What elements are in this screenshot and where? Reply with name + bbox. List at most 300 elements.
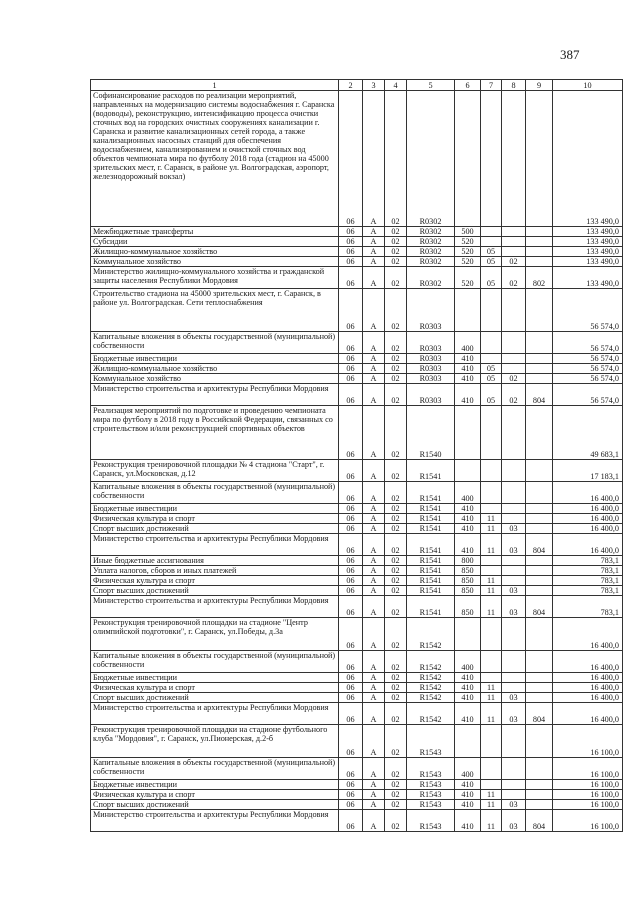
amount: 783,1	[553, 596, 623, 618]
program-code: А	[363, 524, 385, 534]
subdivision-code	[502, 651, 526, 673]
subdivision-code: 03	[502, 703, 526, 725]
target-article-code: R1541	[407, 514, 455, 524]
program-code: А	[363, 596, 385, 618]
ministry-code	[526, 673, 553, 683]
table-row	[91, 673, 623, 683]
expense-type-code: 850	[455, 576, 481, 586]
table-row	[91, 534, 623, 556]
subdivision-code	[502, 673, 526, 683]
column-header: 2	[339, 80, 363, 91]
division-code	[481, 566, 502, 576]
column-header: 3	[363, 80, 385, 91]
expense-type-code: 520	[455, 237, 481, 247]
expense-type-code: 500	[455, 227, 481, 237]
division-code	[481, 618, 502, 651]
section-code: 06	[339, 257, 363, 267]
section-code: 06	[339, 693, 363, 703]
table-row	[91, 460, 623, 482]
program-code: А	[363, 354, 385, 364]
target-article-code: R0303	[407, 374, 455, 384]
program-code: А	[363, 384, 385, 406]
target-article-code: R0302	[407, 237, 455, 247]
table-row	[91, 267, 623, 289]
subdivision-code: 03	[502, 596, 526, 618]
item-name: Субсидии	[91, 237, 339, 247]
ministry-code	[526, 460, 553, 482]
amount: 56 574,0	[553, 289, 623, 332]
amount: 17 183,1	[553, 460, 623, 482]
subdivision-code: 03	[502, 586, 526, 596]
section-code: 06	[339, 800, 363, 810]
target-article-code: R0302	[407, 257, 455, 267]
table-row	[91, 651, 623, 673]
ministry-code: 804	[526, 596, 553, 618]
target-article-code: R0303	[407, 332, 455, 354]
subprogram-code: 02	[385, 566, 407, 576]
table-row	[91, 556, 623, 566]
amount: 16 100,0	[553, 780, 623, 790]
program-code: А	[363, 91, 385, 227]
target-article-code: R1543	[407, 790, 455, 800]
expense-type-code: 410	[455, 374, 481, 384]
amount: 783,1	[553, 566, 623, 576]
target-article-code: R0302	[407, 227, 455, 237]
amount: 16 400,0	[553, 651, 623, 673]
item-name: Министерство строительства и архитектуры Республики Мордовия	[91, 703, 339, 725]
subdivision-code	[502, 482, 526, 504]
division-code: 05	[481, 374, 502, 384]
item-name: Реконструкция тренировочной площадки № 4 стадиона "Старт", г. Саранск, ул.Московская, д.12	[91, 460, 339, 482]
table-row	[91, 810, 623, 832]
subdivision-code	[502, 247, 526, 257]
program-code: А	[363, 576, 385, 586]
amount: 133 490,0	[553, 227, 623, 237]
program-code: А	[363, 683, 385, 693]
expense-type-code: 410	[455, 800, 481, 810]
amount: 133 490,0	[553, 247, 623, 257]
target-article-code: R1543	[407, 758, 455, 780]
target-article-code: R1542	[407, 618, 455, 651]
subprogram-code: 02	[385, 586, 407, 596]
section-code: 06	[339, 514, 363, 524]
subdivision-code	[502, 354, 526, 364]
item-name: Спорт высших достижений	[91, 524, 339, 534]
expense-type-code: 400	[455, 758, 481, 780]
division-code	[481, 780, 502, 790]
division-code	[481, 227, 502, 237]
ministry-code	[526, 247, 553, 257]
page-number: 387	[560, 47, 580, 62]
column-header: 8	[502, 80, 526, 91]
subdivision-code: 02	[502, 384, 526, 406]
subprogram-code: 02	[385, 504, 407, 514]
program-code: А	[363, 566, 385, 576]
ministry-code	[526, 780, 553, 790]
division-code: 11	[481, 514, 502, 524]
subdivision-code: 03	[502, 534, 526, 556]
ministry-code	[526, 524, 553, 534]
subdivision-code	[502, 556, 526, 566]
program-code: А	[363, 237, 385, 247]
division-code	[481, 332, 502, 354]
ministry-code	[526, 332, 553, 354]
section-code: 06	[339, 354, 363, 364]
division-code	[481, 504, 502, 514]
item-name: Бюджетные инвестиции	[91, 504, 339, 514]
subprogram-code: 02	[385, 354, 407, 364]
item-name: Строительство стадиона на 45000 зрительских мест, г. Саранск, в районе ул. Волгоградская. Сети теплоснабжения	[91, 289, 339, 332]
subprogram-code: 02	[385, 651, 407, 673]
section-code: 06	[339, 332, 363, 354]
ministry-code	[526, 790, 553, 800]
item-name: Межбюджетные трансферты	[91, 227, 339, 237]
target-article-code: R1543	[407, 780, 455, 790]
section-code: 06	[339, 703, 363, 725]
table-row	[91, 354, 623, 364]
division-code: 11	[481, 693, 502, 703]
target-article-code: R0303	[407, 364, 455, 374]
table-row	[91, 482, 623, 504]
expense-type-code: 410	[455, 354, 481, 364]
program-code: А	[363, 267, 385, 289]
division-code	[481, 289, 502, 332]
subprogram-code: 02	[385, 683, 407, 693]
section-code: 06	[339, 384, 363, 406]
division-code: 05	[481, 257, 502, 267]
table-row	[91, 586, 623, 596]
target-article-code: R1541	[407, 534, 455, 556]
target-article-code: R0302	[407, 91, 455, 227]
program-code: А	[363, 247, 385, 257]
amount: 16 100,0	[553, 758, 623, 780]
target-article-code: R1541	[407, 576, 455, 586]
expense-type-code: 410	[455, 673, 481, 683]
column-header: 9	[526, 80, 553, 91]
target-article-code: R1542	[407, 683, 455, 693]
program-code: А	[363, 693, 385, 703]
expense-type-code: 850	[455, 566, 481, 576]
target-article-code: R1541	[407, 482, 455, 504]
amount: 16 400,0	[553, 683, 623, 693]
subdivision-code	[502, 332, 526, 354]
amount: 16 100,0	[553, 790, 623, 800]
division-code: 11	[481, 790, 502, 800]
division-code: 05	[481, 247, 502, 257]
expense-type-code: 410	[455, 810, 481, 832]
section-code: 06	[339, 596, 363, 618]
table-row	[91, 800, 623, 810]
ministry-code: 804	[526, 534, 553, 556]
subdivision-code	[502, 780, 526, 790]
amount: 16 400,0	[553, 534, 623, 556]
section-code: 06	[339, 364, 363, 374]
table-row	[91, 790, 623, 800]
target-article-code: R1541	[407, 596, 455, 618]
table-row	[91, 780, 623, 790]
amount: 133 490,0	[553, 91, 623, 227]
item-name: Жилищно-коммунальное хозяйство	[91, 364, 339, 374]
ministry-code	[526, 651, 553, 673]
program-code: А	[363, 556, 385, 566]
subprogram-code: 02	[385, 374, 407, 384]
amount: 16 400,0	[553, 693, 623, 703]
division-code	[481, 482, 502, 504]
program-code: А	[363, 780, 385, 790]
subprogram-code: 02	[385, 332, 407, 354]
table-row	[91, 257, 623, 267]
amount: 16 400,0	[553, 703, 623, 725]
subprogram-code: 02	[385, 406, 407, 460]
subprogram-code: 02	[385, 289, 407, 332]
subdivision-code	[502, 460, 526, 482]
table-row	[91, 91, 623, 227]
subdivision-code: 03	[502, 693, 526, 703]
ministry-code	[526, 364, 553, 374]
expense-type-code	[455, 91, 481, 227]
subprogram-code: 02	[385, 534, 407, 556]
item-name: Капитальные вложения в объекты государственной (муниципальной) собственности	[91, 758, 339, 780]
target-article-code: R1542	[407, 651, 455, 673]
division-code	[481, 673, 502, 683]
subprogram-code: 02	[385, 384, 407, 406]
item-name: Бюджетные инвестиции	[91, 780, 339, 790]
expense-type-code: 410	[455, 693, 481, 703]
section-code: 06	[339, 673, 363, 683]
amount: 16 400,0	[553, 618, 623, 651]
ministry-code	[526, 566, 553, 576]
target-article-code: R1543	[407, 810, 455, 832]
target-article-code: R1540	[407, 406, 455, 460]
subprogram-code: 02	[385, 596, 407, 618]
subdivision-code: 03	[502, 800, 526, 810]
division-code: 05	[481, 267, 502, 289]
item-name: Коммунальное хозяйство	[91, 374, 339, 384]
expense-type-code: 410	[455, 384, 481, 406]
subprogram-code: 02	[385, 247, 407, 257]
ministry-code	[526, 725, 553, 758]
table-row	[91, 618, 623, 651]
section-code: 06	[339, 618, 363, 651]
table-row	[91, 374, 623, 384]
subprogram-code: 02	[385, 514, 407, 524]
expense-type-code: 520	[455, 247, 481, 257]
program-code: А	[363, 406, 385, 460]
amount: 133 490,0	[553, 267, 623, 289]
item-name: Бюджетные инвестиции	[91, 354, 339, 364]
program-code: А	[363, 289, 385, 332]
division-code	[481, 651, 502, 673]
subdivision-code	[502, 406, 526, 460]
table-row	[91, 683, 623, 693]
amount: 56 574,0	[553, 364, 623, 374]
table-row	[91, 576, 623, 586]
section-code: 06	[339, 725, 363, 758]
amount: 56 574,0	[553, 354, 623, 364]
table-row	[91, 384, 623, 406]
column-header: 6	[455, 80, 481, 91]
amount: 16 400,0	[553, 482, 623, 504]
amount: 56 574,0	[553, 374, 623, 384]
program-code: А	[363, 460, 385, 482]
item-name: Спорт высших достижений	[91, 586, 339, 596]
subdivision-code: 02	[502, 374, 526, 384]
ministry-code	[526, 374, 553, 384]
subdivision-code	[502, 576, 526, 586]
target-article-code: R0303	[407, 384, 455, 406]
ministry-code	[526, 693, 553, 703]
target-article-code: R1541	[407, 504, 455, 514]
expense-type-code: 400	[455, 332, 481, 354]
program-code: А	[363, 374, 385, 384]
expense-type-code: 400	[455, 482, 481, 504]
division-code	[481, 725, 502, 758]
table-row	[91, 703, 623, 725]
section-code: 06	[339, 460, 363, 482]
item-name: Иные бюджетные ассигнования	[91, 556, 339, 566]
section-code: 06	[339, 482, 363, 504]
ministry-code	[526, 504, 553, 514]
division-code: 11	[481, 703, 502, 725]
program-code: А	[363, 504, 385, 514]
ministry-code	[526, 586, 553, 596]
program-code: А	[363, 586, 385, 596]
item-name: Министерство строительства и архитектуры Республики Мордовия	[91, 810, 339, 832]
division-code	[481, 556, 502, 566]
program-code: А	[363, 673, 385, 683]
target-article-code: R1541	[407, 556, 455, 566]
subprogram-code: 02	[385, 693, 407, 703]
section-code: 06	[339, 267, 363, 289]
expense-type-code: 800	[455, 556, 481, 566]
program-code: А	[363, 257, 385, 267]
expense-type-code: 410	[455, 780, 481, 790]
section-code: 06	[339, 289, 363, 332]
subdivision-code	[502, 758, 526, 780]
division-code	[481, 460, 502, 482]
subprogram-code: 02	[385, 780, 407, 790]
subprogram-code: 02	[385, 524, 407, 534]
amount: 16 100,0	[553, 810, 623, 832]
expense-type-code: 400	[455, 651, 481, 673]
amount: 16 100,0	[553, 725, 623, 758]
table-row	[91, 227, 623, 237]
table-row	[91, 364, 623, 374]
ministry-code: 804	[526, 703, 553, 725]
item-name: Реализация мероприятий по подготовке и проведению чемпионата мира по футболу в 2018 году в Российской Федерации, связанных со строительством и/или реконструкцией спортивных объектов	[91, 406, 339, 460]
amount: 783,1	[553, 556, 623, 566]
column-header: 5	[407, 80, 455, 91]
section-code: 06	[339, 504, 363, 514]
ministry-code	[526, 800, 553, 810]
ministry-code	[526, 482, 553, 504]
target-article-code: R0302	[407, 267, 455, 289]
table-row	[91, 725, 623, 758]
subprogram-code: 02	[385, 758, 407, 780]
amount: 16 100,0	[553, 800, 623, 810]
item-name: Физическая культура и спорт	[91, 790, 339, 800]
section-code: 06	[339, 524, 363, 534]
expense-type-code	[455, 406, 481, 460]
ministry-code: 802	[526, 267, 553, 289]
section-code: 06	[339, 91, 363, 227]
item-name: Министерство строительства и архитектуры Республики Мордовия	[91, 596, 339, 618]
program-code: А	[363, 810, 385, 832]
expense-type-code: 410	[455, 534, 481, 556]
item-name: Министерство строительства и архитектуры Республики Мордовия	[91, 384, 339, 406]
division-code: 11	[481, 596, 502, 618]
expense-type-code: 850	[455, 586, 481, 596]
column-header: 1	[91, 80, 339, 91]
item-name: Физическая культура и спорт	[91, 514, 339, 524]
subdivision-code: 02	[502, 267, 526, 289]
ministry-code: 804	[526, 810, 553, 832]
budget-table	[90, 79, 623, 832]
ministry-code: 804	[526, 384, 553, 406]
program-code: А	[363, 703, 385, 725]
table-row	[91, 596, 623, 618]
subprogram-code: 02	[385, 810, 407, 832]
ministry-code	[526, 354, 553, 364]
division-code: 11	[481, 534, 502, 556]
column-header: 7	[481, 80, 502, 91]
subdivision-code	[502, 790, 526, 800]
target-article-code: R1543	[407, 800, 455, 810]
program-code: А	[363, 514, 385, 524]
item-name: Министерство жилищно-коммунального хозяйства и гражданской защиты населения Республики Мордовия	[91, 267, 339, 289]
division-code: 05	[481, 364, 502, 374]
subdivision-code: 03	[502, 810, 526, 832]
ministry-code	[526, 556, 553, 566]
subdivision-code: 03	[502, 524, 526, 534]
subprogram-code: 02	[385, 91, 407, 227]
item-name: Коммунальное хозяйство	[91, 257, 339, 267]
subprogram-code: 02	[385, 556, 407, 566]
subdivision-code	[502, 364, 526, 374]
program-code: А	[363, 725, 385, 758]
table-row	[91, 758, 623, 780]
item-name: Жилищно-коммунальное хозяйство	[91, 247, 339, 257]
program-code: А	[363, 800, 385, 810]
ministry-code	[526, 227, 553, 237]
subdivision-code	[502, 618, 526, 651]
expense-type-code	[455, 289, 481, 332]
subprogram-code: 02	[385, 618, 407, 651]
subdivision-code	[502, 725, 526, 758]
target-article-code: R0302	[407, 247, 455, 257]
target-article-code: R1542	[407, 673, 455, 683]
target-article-code: R1541	[407, 566, 455, 576]
subdivision-code	[502, 504, 526, 514]
division-code	[481, 237, 502, 247]
subprogram-code: 02	[385, 257, 407, 267]
expense-type-code: 850	[455, 596, 481, 618]
division-code: 11	[481, 683, 502, 693]
amount: 16 400,0	[553, 673, 623, 683]
amount: 16 400,0	[553, 524, 623, 534]
amount: 783,1	[553, 586, 623, 596]
subprogram-code: 02	[385, 790, 407, 800]
target-article-code: R1542	[407, 703, 455, 725]
expense-type-code: 520	[455, 267, 481, 289]
subdivision-code	[502, 683, 526, 693]
target-article-code: R1541	[407, 460, 455, 482]
program-code: А	[363, 790, 385, 800]
subprogram-code: 02	[385, 364, 407, 374]
ministry-code	[526, 576, 553, 586]
target-article-code: R1543	[407, 725, 455, 758]
program-code: А	[363, 364, 385, 374]
